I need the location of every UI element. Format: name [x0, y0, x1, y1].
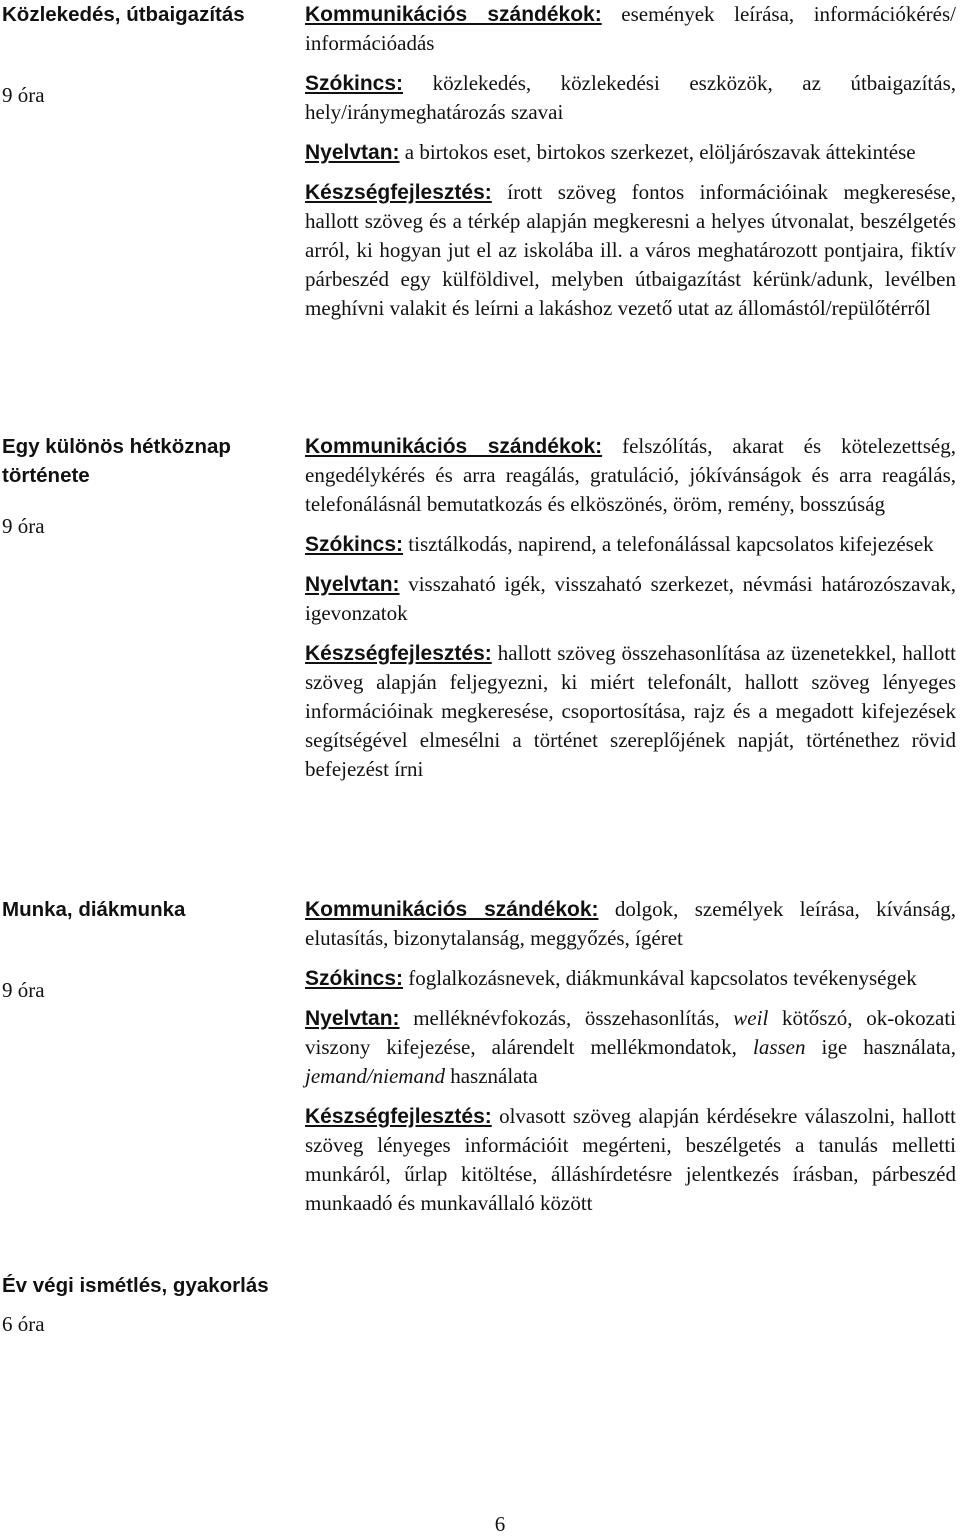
para-kommunikacios [305, 432, 956, 519]
section-1-left [2, 0, 292, 110]
section-3-left [2, 895, 292, 1005]
para-keszsegfejlesztes [305, 1102, 956, 1218]
para-text: események leírása, információkérés/ információadás [305, 2, 956, 55]
para-szokincs [305, 530, 956, 559]
para-label: Szókincs: [305, 533, 404, 556]
para-label: Kommunikációs szándékok: [305, 898, 599, 921]
section-2-content [305, 432, 956, 795]
para-label: Nyelvtan: [305, 1007, 400, 1030]
para-text-part: kötőszó, ok-okozati viszony kifejezése, alárendelt mellékmondatok, [305, 1006, 956, 1059]
topic-hours: 9 óra [2, 83, 45, 107]
para-text: olvasott szöveg alapján kérdésekre válaszolni, hallott szöveg lényeges információit megérteni, beszélgetés a tanulás melletti munkáról, űrlap kitöltése, álláshírdetésre jelentkezés írásban, párbeszéd munkaadó és munkavállaló között [305, 1104, 956, 1215]
topic-title: Munka, diákmunka [2, 898, 186, 921]
para-kommunikacios [305, 0, 956, 58]
para-text: tisztálkodás, napirend, a telefonálással kapcsolatos kifejezések [403, 532, 934, 556]
topic-hours: 9 óra [2, 514, 45, 538]
para-label: Készségfejlesztés: [305, 1105, 492, 1128]
para-text-part: használata [444, 1064, 538, 1088]
para-text-part: melléknévfokozás, összehasonlítás, [399, 1006, 734, 1030]
topic-title: Egy különös hétköznap története [2, 435, 231, 487]
para-nyelvtan [305, 1004, 956, 1091]
section-1-content [305, 0, 956, 334]
section-4-left [2, 1271, 322, 1339]
para-nyelvtan [305, 138, 956, 167]
para-text: visszaható igék, visszaható szerkezet, névmási határozószavak, igevonzatok [305, 572, 956, 625]
topic-hours: 6 óra [2, 1312, 45, 1336]
para-text-italic: weil [733, 1006, 769, 1030]
section-3-content [305, 895, 956, 1229]
para-text-part: ige használata, [805, 1035, 956, 1059]
para-label: Készségfejlesztés: [305, 181, 492, 204]
para-text-italic: jemand/niemand [305, 1064, 445, 1088]
para-label: Szókincs: [305, 72, 404, 95]
para-kommunikacios [305, 895, 956, 953]
para-nyelvtan [305, 570, 956, 628]
topic-title: Közlekedés, útbaigazítás [2, 3, 245, 26]
para-text: írott szöveg fontos információinak megkeresése, hallott szöveg és a térkép alapján megkeresni a helyes útvonalat, beszélgetés arról, ki hogyan jut el az iskolába ill. a város meghatározott pontjaira, fiktív párbeszéd egy külföldivel, melyben útbaigazítást kérünk/adunk, levélben meghívni valakit és leírni a lakáshoz vezető utat az állomástól/repülőtérről [305, 180, 956, 320]
para-label: Szókincs: [305, 967, 404, 990]
para-text: foglalkozásnevek, diákmunkával kapcsolatos tevékenységek [403, 966, 917, 990]
para-szokincs [305, 69, 956, 127]
para-text: felszólítás, akarat és kötelezettség, engedélykérés és arra reagálás, gratuláció, jókívánságok és arra reagálás, telefonálásnál bemutatkozás és elköszönés, öröm, remény, bosszúság [305, 434, 956, 516]
para-text: dolgok, személyek leírása, kívánság, elutasítás, bizonytalanság, meggyőzés, ígéret [305, 897, 956, 950]
para-text: közlekedés, közlekedési eszközök, az útbaigazítás, hely/iránymeghatározás szavai [305, 71, 956, 124]
section-2-left [2, 432, 292, 541]
para-keszsegfejlesztes [305, 178, 956, 323]
para-text: hallott szöveg összehasonlítása az üzenetekkel, hallott szöveg alapján feljegyezni, ki miért telefonált, hallott szöveg lényeges információinak megkeresése, csoportosítása, rajz és a megadott kifejezések segítségével elmesélni a történet szereplőjének napját, történethez rövid befejezést írni [305, 641, 956, 781]
para-text-italic: lassen [752, 1035, 806, 1059]
topic-title: Év végi ismétlés, gyakorlás [2, 1274, 269, 1297]
topic-hours: 9 óra [2, 978, 45, 1002]
para-keszsegfejlesztes [305, 639, 956, 784]
para-text: a birtokos eset, birtokos szerkezet, elöljárószavak áttekintése [399, 140, 916, 164]
para-label: Kommunikációs szándékok: [305, 3, 602, 26]
para-label: Készségfejlesztés: [305, 642, 492, 665]
para-label: Nyelvtan: [305, 141, 400, 164]
para-label: Nyelvtan: [305, 573, 400, 596]
page-number: 6 [494, 1512, 506, 1536]
para-szokincs [305, 964, 956, 993]
para-label: Kommunikációs szándékok: [305, 435, 603, 458]
